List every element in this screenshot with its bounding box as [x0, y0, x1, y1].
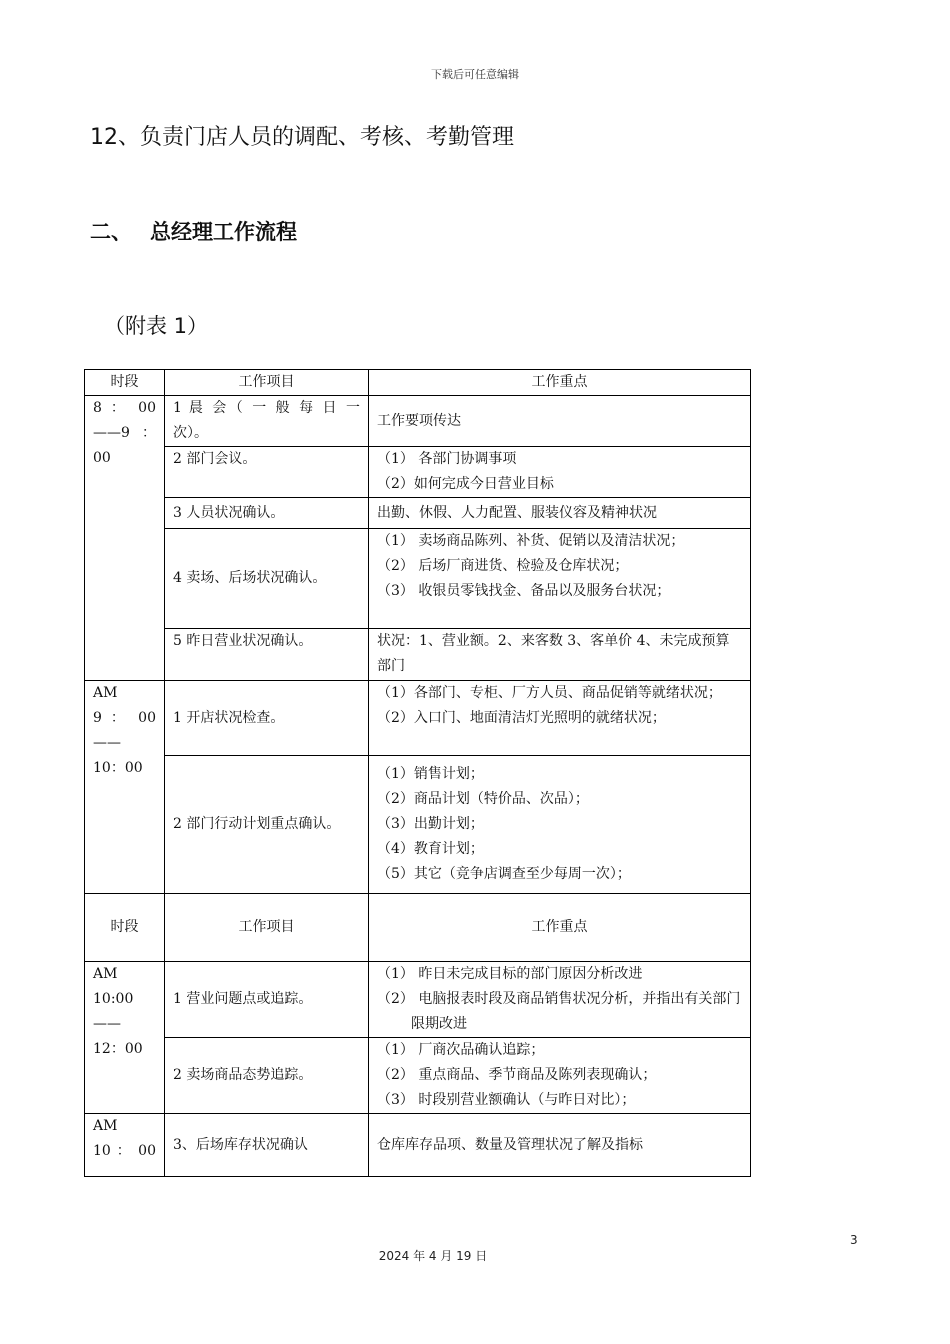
page-number: 3 [850, 1233, 858, 1247]
item-cell: 4 卖场、后场状况确认。 [165, 529, 369, 629]
time-line: AM [93, 1118, 118, 1134]
time-cell [85, 1114, 165, 1177]
table-row [85, 681, 751, 756]
focus-line: （3）出勤计划； [377, 816, 484, 832]
focus-cell [369, 1038, 751, 1114]
focus-line: （1） 卖场商品陈列、补货、促销以及清洁状况； [377, 533, 685, 549]
focus-line: （1） 昨日未完成目标的部门原因分析改进 [377, 966, 643, 982]
focus-line: （2）商品计划（特价品、次品）； [377, 791, 589, 807]
item-cell: 1 开店状况检查。 [165, 681, 369, 756]
time-line: —— [93, 1016, 121, 1032]
col-header-item: 工作项目 [165, 894, 369, 962]
workflow-table [84, 369, 751, 1177]
col-header-item: 工作项目 [165, 370, 369, 396]
time-line: 9 ： 00 [93, 710, 156, 726]
item-cell: 3、后场库存状况确认 [165, 1114, 369, 1177]
focus-line: （5）其它（竞争店调查至少每周一次）； [377, 866, 631, 882]
time-line: 10:00 [93, 991, 134, 1007]
focus-cell: 状况：1、营业额。2、来客数 3、客单价 4、未完成预算部门 [369, 629, 751, 681]
section-heading [90, 216, 297, 246]
time-line: ——9： [93, 425, 156, 441]
focus-line: （1）销售计划； [377, 766, 484, 782]
focus-line: （2） 后场厂商进货、检验及仓库状况； [377, 558, 629, 574]
item-cell: 5 昨日营业状况确认。 [165, 629, 369, 681]
focus-cell [369, 681, 751, 756]
col-header-focus: 工作重点 [369, 894, 751, 962]
time-cell [85, 681, 165, 894]
table-row [85, 1038, 751, 1114]
focus-line: （2） 重点商品、季节商品及陈列表现确认； [377, 1067, 657, 1083]
focus-line: （4）教育计划； [377, 841, 484, 857]
time-cell [85, 396, 165, 681]
item-cell: 2 卖场商品态势追踪。 [165, 1038, 369, 1114]
focus-line: （1）各部门、专柜、厂方人员、商品促销等就绪状况； [377, 685, 722, 701]
section-number: 二、 [90, 220, 132, 244]
focus-line: （2）入口门、地面清洁灯光照明的就绪状况； [377, 710, 666, 726]
item-cell: 3 人员状况确认。 [165, 498, 369, 529]
time-line: 8 ： 00 [93, 400, 156, 416]
table-row [85, 756, 751, 894]
section-title: 总经理工作流程 [150, 220, 297, 244]
time-line: AM [93, 685, 118, 701]
page-header: 下载后可任意编辑 [431, 68, 519, 81]
table-header-row [85, 894, 751, 962]
focus-line: （2）如何完成今日营业目标 [377, 476, 554, 492]
table-row [85, 396, 751, 447]
time-line: 00 [93, 450, 111, 466]
col-header-focus: 工作重点 [369, 370, 751, 396]
focus-cell: 出勤、休假、人力配置、服装仪容及精神状况 [369, 498, 751, 529]
col-header-time: 时段 [85, 894, 165, 962]
item-cell: 1 营业问题点或追踪。 [165, 962, 369, 1038]
item-cell: 2 部门会议。 [165, 447, 369, 498]
focus-cell [369, 962, 751, 1038]
table-row [85, 529, 751, 629]
time-cell [85, 962, 165, 1114]
focus-cell: 仓库库存品项、数量及管理状况了解及指标 [369, 1114, 751, 1177]
table-row [85, 629, 751, 681]
table-row [85, 498, 751, 529]
list-item-12: 12、负责门店人员的调配、考核、考勤管理 [90, 125, 514, 150]
item-cell: 1 晨 会（ 一 般 每 日 一次）。 [165, 396, 369, 447]
focus-cell [369, 756, 751, 894]
table-row [85, 447, 751, 498]
focus-line: （3） 收银员零钱找金、备品以及服务台状况； [377, 583, 671, 599]
focus-line: （1） 厂商次品确认追踪； [377, 1042, 545, 1058]
table-row [85, 1114, 751, 1177]
time-line: 12：00 [93, 1041, 143, 1057]
table-row [85, 962, 751, 1038]
table-header-row [85, 370, 751, 396]
focus-line: （3） 时段别营业额确认（与昨日对比）； [377, 1092, 636, 1108]
appendix-label: （附表 1） [104, 314, 209, 338]
time-line: —— [93, 735, 121, 751]
time-line: 10 ： 00 [93, 1143, 156, 1159]
time-line: AM [93, 966, 118, 982]
focus-cell [369, 447, 751, 498]
focus-cell: 工作要项传达 [369, 396, 751, 447]
col-header-time: 时段 [85, 370, 165, 396]
item-cell: 2 部门行动计划重点确认。 [165, 756, 369, 894]
footer-date: 2024 年 4 月 19 日 [378, 1249, 488, 1263]
focus-cell [369, 529, 751, 629]
time-line: 10：00 [93, 760, 143, 776]
focus-line: （2） 电脑报表时段及商品销售状况分析，并指出有关部门限期改进 [377, 991, 741, 1032]
focus-line: （1） 各部门协调事项 [377, 451, 517, 467]
